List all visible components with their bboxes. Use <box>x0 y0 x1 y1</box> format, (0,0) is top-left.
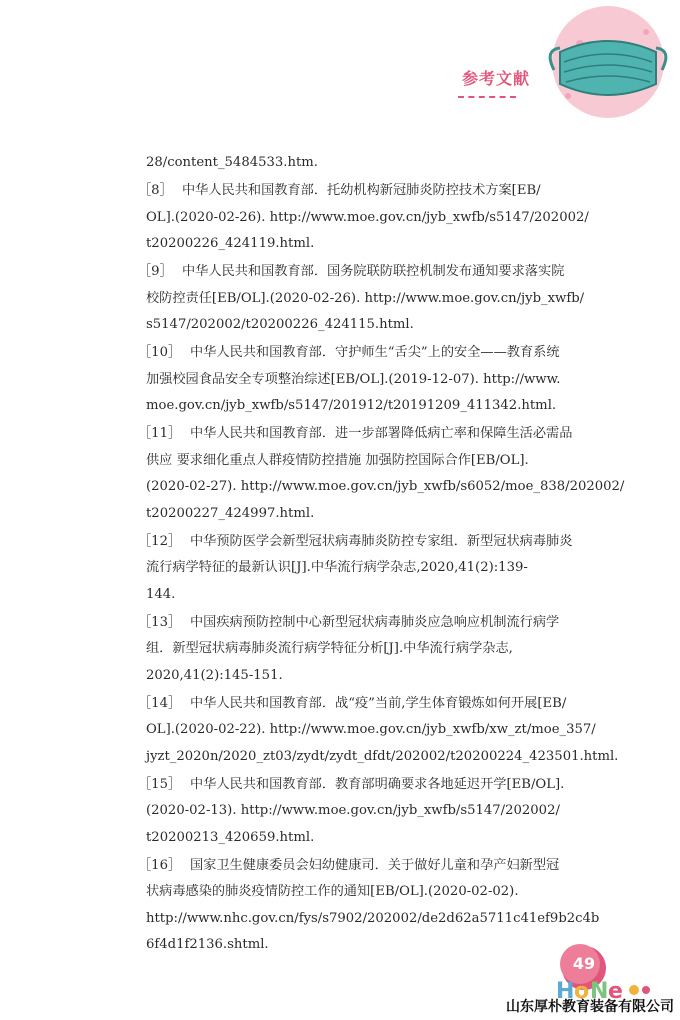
reference-line: (2020-02-13). http://www.moe.gov.cn/jyb_xwfb/s5147/202002/ <box>146 803 560 818</box>
reference-item <box>138 259 604 339</box>
reference-line: 中华人民共和国教育部．教育部明确要求各地延迟开学[EB/OL]. <box>190 776 565 792</box>
reference-line: 流行病学特征的最新认识[J].中华流行病学杂志,2020,41(2):139- <box>146 560 528 575</box>
reference-item <box>138 178 604 258</box>
reference-line: 校防控责任[EB/OL].(2020-02-26). http://www.moe.gov.cn/jyb_xwfb/ <box>146 290 585 306</box>
reference-number: ［9］ <box>138 264 173 279</box>
reference-line: 中华人民共和国教育部．进一步部署降低病亡率和保障生活必需品 <box>190 426 573 441</box>
reference-line: OL].(2020-02-22). http://www.moe.gov.cn/jyb_xwfb/xw_zt/moe_357/ <box>146 722 596 737</box>
reference-list <box>138 150 625 960</box>
reference-line: 28/content_5484533.htm. <box>146 155 318 170</box>
reference-item <box>138 691 619 771</box>
reference-item <box>138 340 604 420</box>
reference-number: ［11］ <box>138 426 182 441</box>
svg-text:o: o <box>574 979 590 1002</box>
reference-line: (2020-02-27). http://www.moe.gov.cn/jyb_xwfb/s6052/moe_838/202002/ <box>146 479 625 494</box>
reference-number: ［12］ <box>138 533 182 549</box>
reference-line: 状病毒感染的肺炎疫情防控工作的通知[EB/OL].(2020-02-02). <box>146 884 519 899</box>
reference-line: 中华人民共和国教育部．守护师生“舌尖”上的安全——教育系统 <box>190 345 560 360</box>
reference-line: t20200227_424997.html. <box>146 505 315 521</box>
reference-line: t20200213_420659.html. <box>146 829 315 845</box>
reference-number: ［13］ <box>138 614 182 630</box>
svg-text:e: e <box>608 979 623 1002</box>
reference-item <box>138 421 625 527</box>
reference-line: t20200226_424119.html. <box>146 236 315 251</box>
reference-line: 144. <box>146 586 176 602</box>
reference-line: 中国疾病预防控制中心新型冠状病毒肺炎应急响应机制流行病学 <box>190 614 560 630</box>
company-name: 山东厚朴教育装备有限公司 <box>506 999 674 1015</box>
reference-item <box>138 529 604 609</box>
reference-line: 中华人民共和国教育部．托幼机构新冠肺炎防控技术方案[EB/ <box>182 183 541 198</box>
reference-line: 中华预防医学会新型冠状病毒肺炎防控专家组．新型冠状病毒肺炎 <box>190 533 573 549</box>
reference-number: ［15］ <box>138 776 182 792</box>
reference-number: ［8］ <box>138 183 173 198</box>
reference-line: 组．新型冠状病毒肺炎流行病学特征分析[J].中华流行病学杂志, <box>146 641 513 656</box>
reference-line: http://www.nhc.gov.cn/fys/s7902/202002/de2d62a5711c41ef9b2c4b <box>146 910 600 926</box>
reference-item <box>138 853 604 959</box>
reference-line: 供应 要求细化重点人群疫情防控措施 加强防控国际合作[EB/OL]. <box>146 452 529 468</box>
reference-line: 2020,41(2):145-151. <box>146 667 283 683</box>
reference-line: s5147/202002/t20200226_424115.html. <box>146 317 414 332</box>
reference-item <box>138 610 604 690</box>
reference-line: 中华人民共和国教育部．国务院联防联控机制发布通知要求落实院 <box>182 264 565 279</box>
title-dash-divider <box>458 96 516 98</box>
reference-line: jyzt_2020n/2020_zt03/zydt/zydt_dfdt/202002/t20200224_423501.html. <box>146 748 619 764</box>
reference-line: moe.gov.cn/jyb_xwfb/s5147/201912/t20191209_411342.html. <box>146 398 557 413</box>
face-mask-icon <box>420 0 680 120</box>
reference-line: 国家卫生健康委员会妇幼健康司．关于做好儿童和孕产妇新型冠 <box>190 857 560 873</box>
svg-text:H: H <box>556 979 575 1002</box>
reference-number: ［10］ <box>138 345 182 360</box>
section-title: 参考文献 <box>462 69 531 88</box>
reference-line: 加强校园食品安全专项整治综述[EB/OL].(2019-12-07). http://www. <box>146 371 561 387</box>
svg-text:N: N <box>590 979 609 1002</box>
reference-number: ［14］ <box>138 695 182 711</box>
reference-item <box>138 150 604 177</box>
reference-number: ［16］ <box>138 857 182 873</box>
reference-line: 6f4d1f2136.shtml. <box>146 937 269 952</box>
reference-line: OL].(2020-02-26). http://www.moe.gov.cn/jyb_xwfb/s5147/202002/ <box>146 209 589 225</box>
reference-line: 中华人民共和国教育部．战“疫”当前,学生体育锻炼如何开展[EB/ <box>190 695 567 711</box>
page-number: 49 <box>572 954 596 973</box>
reference-item <box>138 772 604 852</box>
